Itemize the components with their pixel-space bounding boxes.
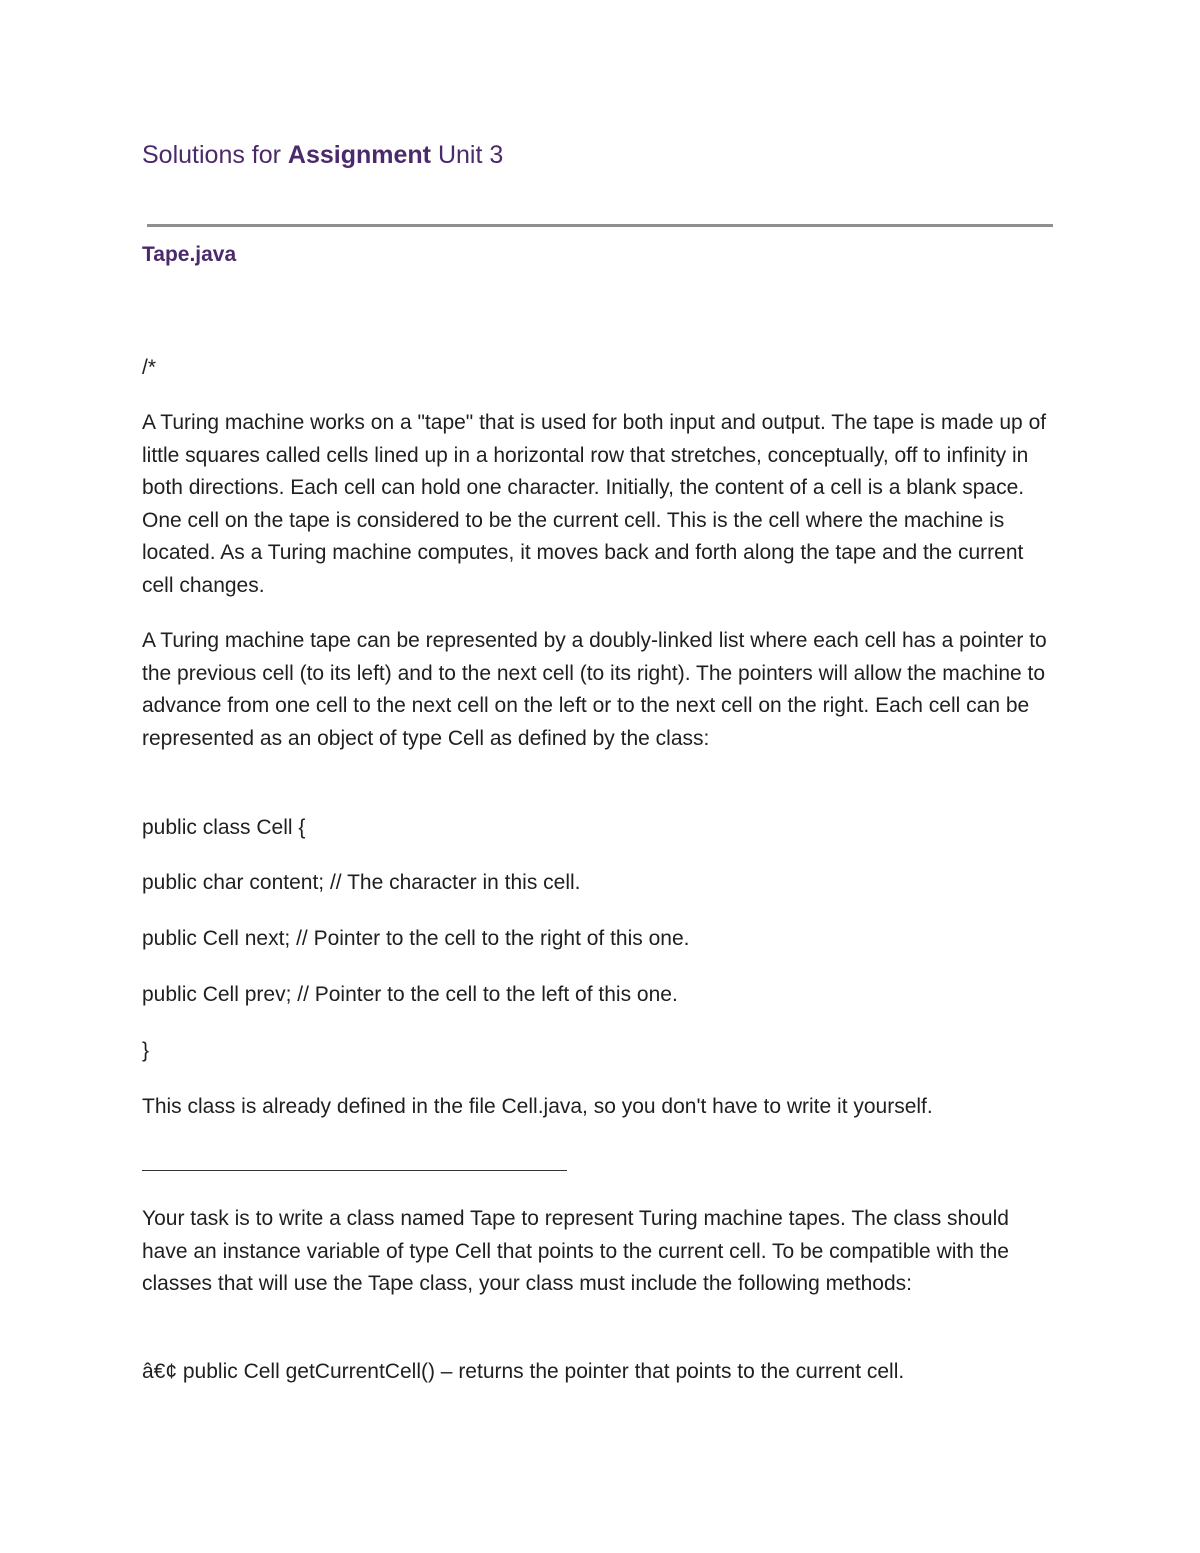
- title-suffix: Unit 3: [431, 141, 504, 169]
- comment-start: /*: [142, 356, 157, 379]
- paragraph-turing-tape: A Turing machine works on a "tape" that is used for both input and output. The tape is made up of little squares called cells lined up in a horizontal row that stretches, conceptually, off to infinity in both directions. Each cell can hold one character. Initially, the content of a cell is a blank space. One cell on the tape is considered to be the current cell. This is the cell where the machine is located. As a Turing machine computes, it moves back and forth along the tape and the current cell changes.: [142, 411, 1047, 597]
- code-line-next: public Cell next; // Pointer to the cell to the right of this one.: [142, 927, 690, 950]
- code-line-content: public char content; // The character in this cell.: [142, 871, 581, 894]
- code-line-class: public class Cell {: [142, 816, 306, 839]
- section-divider: [142, 1170, 567, 1171]
- code-line-prev: public Cell prev; // Pointer to the cell to the left of this one.: [142, 983, 678, 1006]
- horizontal-rule: [147, 224, 1053, 227]
- paragraph-task: Your task is to write a class named Tape to represent Turing machine tapes. The class should have an instance variable of type Cell that points to the current cell. To be compatible with the classes that will use the Tape class, your class must include the following methods:: [142, 1207, 1009, 1295]
- code-line-close: }: [142, 1039, 150, 1062]
- paragraph-doubly-linked: A Turing machine tape can be represented by a doubly-linked list where each cell has a pointer to the previous cell (to its left) and to the next cell (to its right). The pointers will allow the machine to advance from one cell to the next cell on the left or to the next cell on the right. Each cell can be represented as an object of type Cell as defined by the class:: [142, 629, 1047, 750]
- document-title: [142, 141, 503, 170]
- title-prefix: Solutions for: [142, 141, 288, 169]
- file-heading: Tape.java: [142, 243, 237, 266]
- paragraph-cell-defined: This class is already defined in the file Cell.java, so you don't have to write it yourself.: [142, 1095, 933, 1118]
- title-bold: Assignment: [287, 141, 432, 169]
- method-get-current-cell: â€¢ public Cell getCurrentCell() – returns the pointer that points to the current cell.: [142, 1360, 905, 1383]
